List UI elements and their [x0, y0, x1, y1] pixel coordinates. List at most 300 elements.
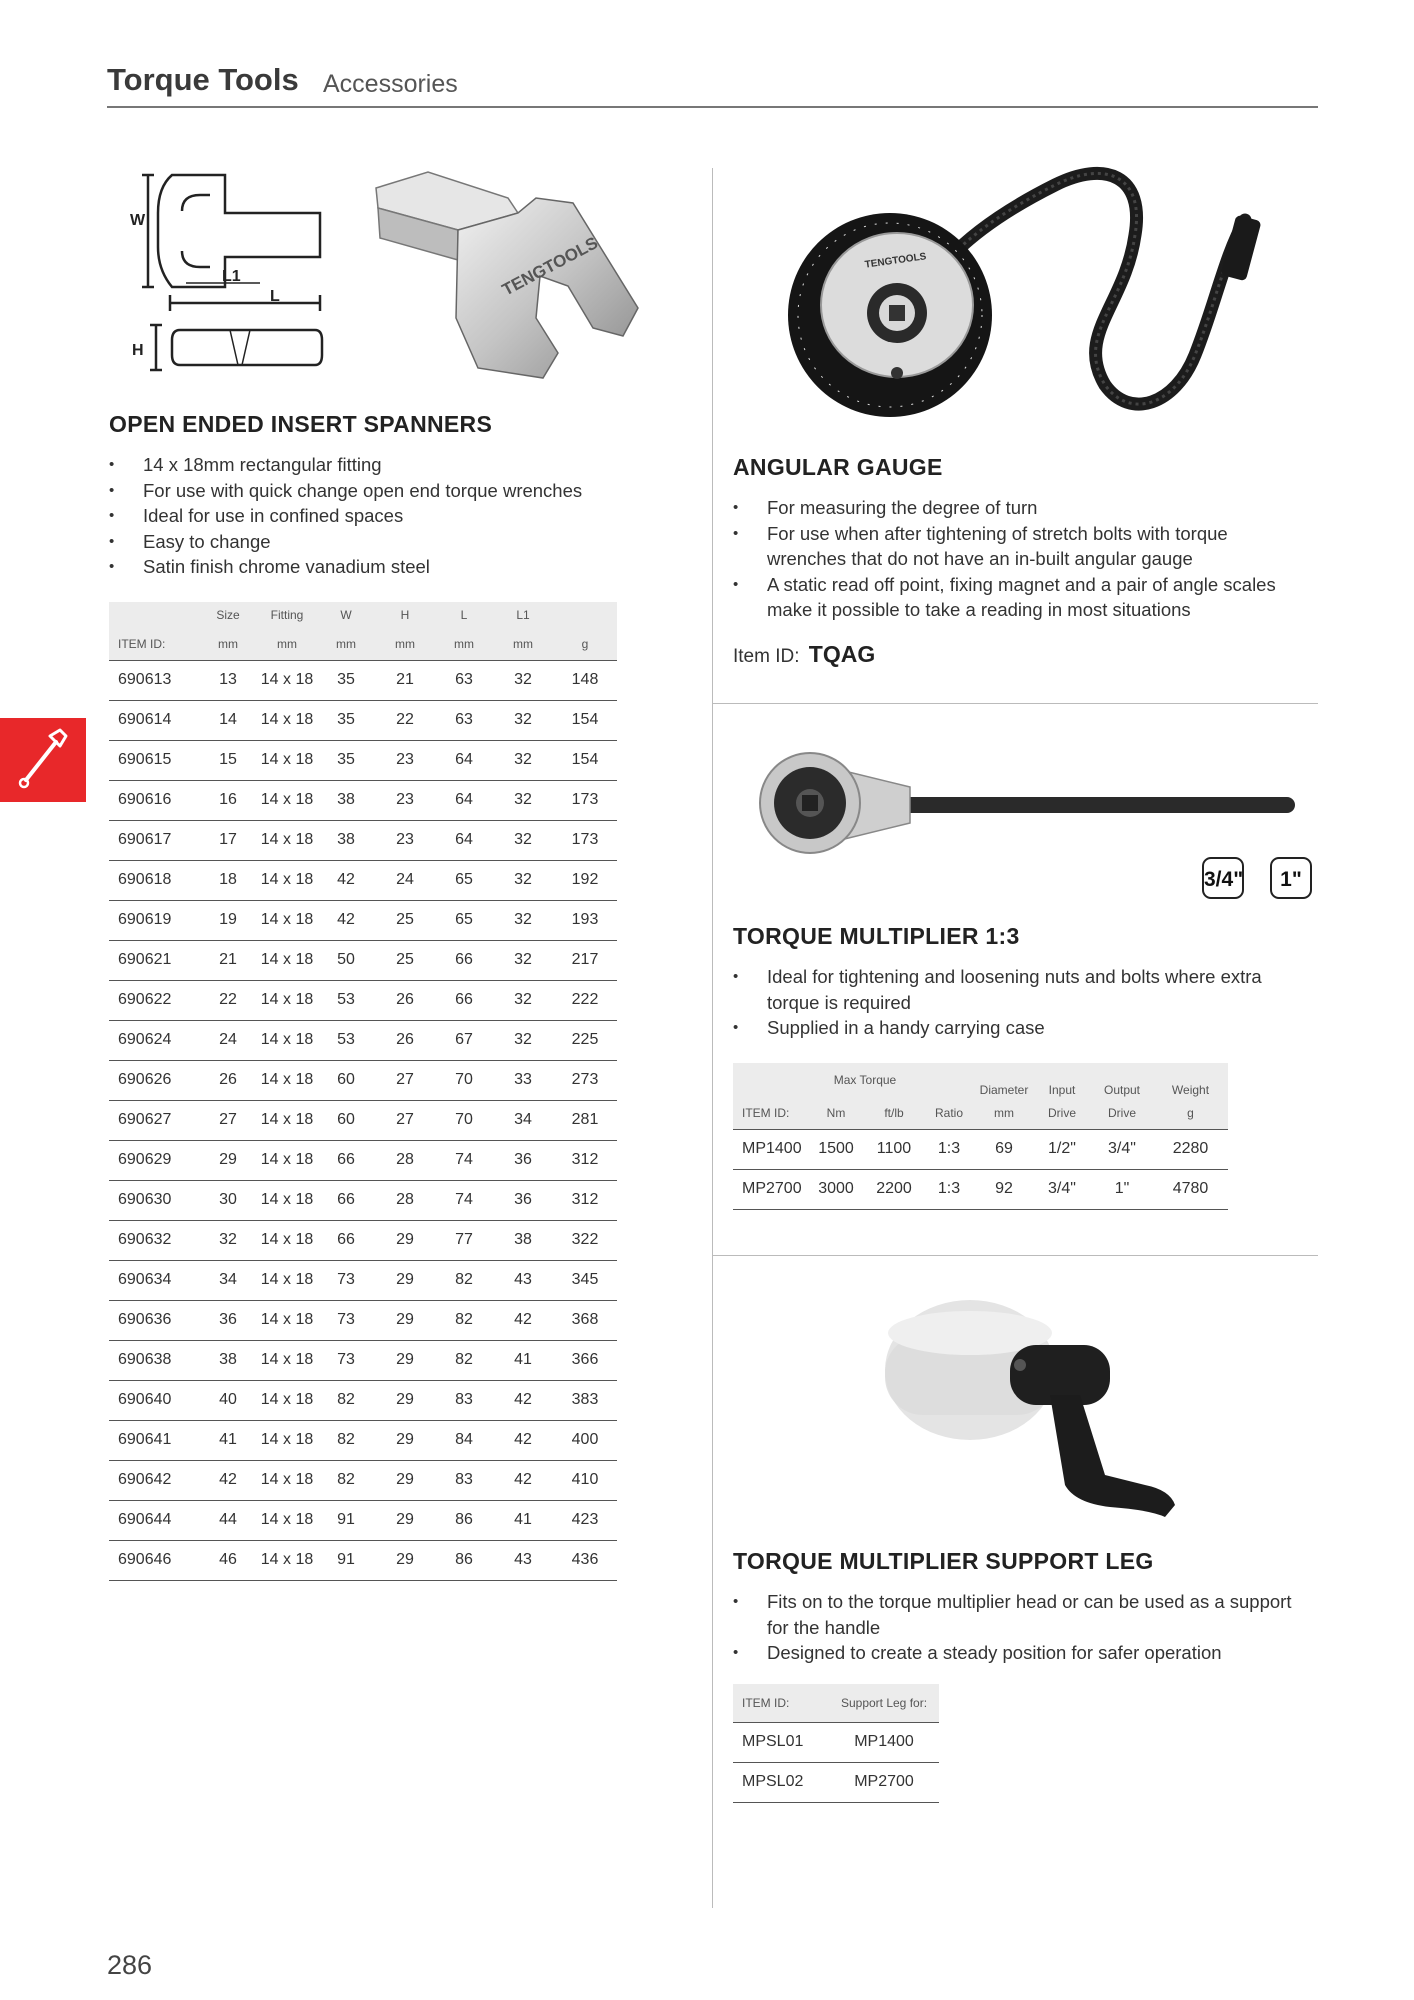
gauge-brand-text: TENGTOOLS — [864, 251, 928, 271]
table-cell: 86 — [455, 1511, 473, 1528]
table-cell: 38 — [337, 791, 355, 808]
table-cell: MPSL02 — [742, 1773, 804, 1790]
table-cell: MP1400 — [742, 1140, 802, 1157]
table-row — [109, 900, 617, 940]
angular-gauge-photo — [785, 165, 1275, 420]
table-header-cell: g — [581, 636, 589, 651]
table-cell: 46 — [219, 1551, 237, 1568]
table-header-cell: Drive — [1107, 1105, 1136, 1120]
list-item: • Fits on to the torque multiplier head or can be used as a support for the handle — [733, 1589, 1303, 1640]
table-header-cell: ITEM ID: — [742, 1695, 790, 1710]
table-cell: 32 — [219, 1231, 237, 1248]
table-cell: 41 — [514, 1511, 532, 1528]
table-row — [109, 1060, 617, 1100]
table-cell: 35 — [337, 711, 355, 728]
table-cell: 14 x 18 — [260, 1231, 314, 1248]
table-header-cell: L1 — [516, 608, 530, 622]
table-cell: 322 — [571, 1231, 599, 1248]
table-cell: 436 — [571, 1551, 599, 1568]
table-header-cell: mm — [277, 636, 297, 651]
table-cell: 690644 — [118, 1511, 172, 1528]
table-row — [733, 1169, 1228, 1209]
table-cell: 154 — [571, 711, 599, 728]
table-cell: 14 x 18 — [260, 1111, 314, 1128]
table-cell: 690619 — [118, 911, 172, 928]
table-cell: 13 — [219, 671, 237, 688]
table-cell: 26 — [219, 1071, 237, 1088]
table-cell: 73 — [337, 1351, 355, 1368]
table-row — [109, 740, 617, 780]
table-cell: 44 — [219, 1511, 237, 1528]
table-header-cell — [553, 602, 617, 628]
section-tab — [0, 718, 86, 802]
table-cell: 3/4" — [1048, 1180, 1076, 1197]
table-cell: 24 — [396, 871, 414, 888]
table-cell: 366 — [571, 1351, 599, 1368]
table-header-cell: mm — [994, 1105, 1014, 1120]
spanners-bullets — [109, 452, 582, 580]
list-item: • For use with quick change open end torque wrenches — [109, 478, 582, 504]
table-cell: 14 x 18 — [260, 1151, 314, 1168]
table-cell: 16 — [219, 791, 237, 808]
table-cell: 42 — [219, 1471, 237, 1488]
table-cell: 14 x 18 — [260, 951, 314, 968]
table-cell: 42 — [514, 1471, 532, 1488]
table-cell: 192 — [571, 871, 599, 888]
table-cell: 17 — [219, 831, 237, 848]
table-row — [109, 1220, 617, 1260]
list-item: • A static read off point, fixing magnet and a pair of angle scales make it possible to take a reading in most situations — [733, 572, 1303, 623]
table-row — [109, 1540, 617, 1580]
table-header-cell: Nm — [826, 1105, 846, 1120]
table-cell: 14 x 18 — [260, 1031, 314, 1048]
table-cell: 42 — [337, 871, 355, 888]
table-cell: 225 — [571, 1031, 599, 1048]
table-header-cell: H — [400, 608, 410, 622]
table-cell: 35 — [337, 671, 355, 688]
table-cell: 24 — [219, 1031, 237, 1048]
spanner-dimension-diagram — [130, 165, 330, 380]
table-cell: 86 — [455, 1551, 473, 1568]
table-header-cell: mm — [513, 636, 533, 651]
table-cell: 14 x 18 — [260, 671, 314, 688]
torque-multiplier-photo — [750, 745, 1305, 860]
table-cell: 173 — [571, 791, 599, 808]
table-cell: 67 — [455, 1031, 473, 1048]
table-row — [109, 940, 617, 980]
table-cell: 1" — [1114, 1180, 1130, 1197]
table-cell: 690614 — [118, 711, 172, 728]
table-cell: 690636 — [118, 1311, 172, 1328]
table-cell: 82 — [455, 1351, 473, 1368]
table-cell: 65 — [455, 911, 473, 928]
table-cell: 32 — [514, 991, 532, 1008]
table-cell: 29 — [396, 1351, 414, 1368]
table-cell: 42 — [514, 1431, 532, 1448]
list-item: • 14 x 18mm rectangular fitting — [109, 452, 582, 478]
table-cell: 23 — [396, 831, 414, 848]
table-cell: 14 x 18 — [260, 1271, 314, 1288]
table-row — [109, 1260, 617, 1300]
table-cell: 690626 — [118, 1071, 172, 1088]
table-header-cell: Input — [1048, 1083, 1076, 1097]
table-cell: 273 — [571, 1071, 599, 1088]
table-cell: 35 — [337, 751, 355, 768]
table-cell: 222 — [571, 991, 599, 1008]
dim-label-w: W — [130, 212, 146, 229]
table-cell: 42 — [514, 1391, 532, 1408]
spanners-spec-table — [109, 602, 617, 1581]
multiplier-bullets — [733, 964, 1303, 1041]
table-cell: 32 — [514, 751, 532, 768]
table-row — [109, 860, 617, 900]
table-cell: 14 x 18 — [260, 871, 314, 888]
table-cell: 690641 — [118, 1431, 172, 1448]
table-cell: 690618 — [118, 871, 172, 888]
table-cell: 38 — [514, 1231, 532, 1248]
table-cell: 217 — [571, 951, 599, 968]
table-header-cell: mm — [454, 636, 474, 651]
table-cell: 70 — [455, 1111, 473, 1128]
table-cell: 29 — [396, 1231, 414, 1248]
table-cell: MP2700 — [854, 1773, 914, 1790]
table-cell: 29 — [396, 1551, 414, 1568]
table-cell: 2200 — [876, 1180, 912, 1197]
table-header-cell: Weight — [1171, 1083, 1210, 1097]
table-cell: 82 — [337, 1391, 355, 1408]
table-header-cell: Output — [1103, 1083, 1141, 1097]
table-row — [109, 660, 617, 700]
table-cell: 690630 — [118, 1191, 172, 1208]
table-cell: 36 — [514, 1191, 532, 1208]
table-cell: 41 — [514, 1351, 532, 1368]
table-cell: 383 — [571, 1391, 599, 1408]
table-cell: 91 — [337, 1551, 355, 1568]
table-cell: 66 — [337, 1191, 355, 1208]
table-cell: 33 — [514, 1071, 532, 1088]
table-cell: 27 — [219, 1111, 237, 1128]
table-cell: 32 — [514, 1031, 532, 1048]
table-cell: 65 — [455, 871, 473, 888]
spanners-table-body — [109, 660, 617, 1580]
table-cell: MP1400 — [854, 1733, 914, 1750]
list-item: • Ideal for use in confined spaces — [109, 503, 582, 529]
table-cell: 26 — [396, 991, 414, 1008]
list-item: • Easy to change — [109, 529, 582, 555]
table-cell: 66 — [455, 951, 473, 968]
multiplier-table-body — [733, 1129, 1228, 1209]
table-row — [109, 980, 617, 1020]
section-divider — [713, 703, 1318, 704]
table-cell: 19 — [219, 911, 237, 928]
support-leg-title: TORQUE MULTIPLIER SUPPORT LEG — [733, 1548, 1154, 1574]
page-title: Torque Tools — [107, 62, 299, 97]
table-row — [109, 700, 617, 740]
table-header-cell: Ratio — [934, 1105, 963, 1120]
table-cell: 690632 — [118, 1231, 172, 1248]
table-row — [109, 1100, 617, 1140]
table-cell: 29 — [396, 1511, 414, 1528]
table-cell: 43 — [514, 1551, 532, 1568]
table-cell: 423 — [571, 1511, 599, 1528]
drive-size-badge-1: 1" — [1270, 857, 1312, 899]
table-cell: MPSL01 — [742, 1733, 804, 1750]
table-header-cell: mm — [218, 636, 238, 651]
table-cell: 28 — [396, 1191, 414, 1208]
table-cell: 66 — [337, 1231, 355, 1248]
table-header-cell: L — [460, 608, 468, 622]
table-cell: 14 — [219, 711, 237, 728]
table-row — [109, 1140, 617, 1180]
table-cell: 14 x 18 — [260, 1511, 314, 1528]
table-cell: 14 x 18 — [260, 1351, 314, 1368]
table-cell: 36 — [219, 1311, 237, 1328]
table-cell: 64 — [455, 831, 473, 848]
page-subtitle: Accessories — [323, 70, 458, 98]
table-cell: 14 x 18 — [260, 1191, 314, 1208]
table-cell: 28 — [396, 1151, 414, 1168]
table-cell: 82 — [455, 1311, 473, 1328]
table-cell: 14 x 18 — [260, 711, 314, 728]
spanner-brand-text: TENGTOOLS — [498, 233, 602, 300]
table-cell: 84 — [455, 1431, 473, 1448]
table-cell: 23 — [396, 751, 414, 768]
spanners-title: OPEN ENDED INSERT SPANNERS — [109, 411, 493, 437]
table-cell: 690621 — [118, 951, 172, 968]
multiplier-spec-table — [733, 1063, 1228, 1210]
table-cell: 193 — [571, 911, 599, 928]
table-cell: 690634 — [118, 1271, 172, 1288]
support-leg-photo — [870, 1295, 1190, 1525]
table-cell: 66 — [455, 991, 473, 1008]
table-cell: 3000 — [818, 1180, 854, 1197]
table-cell: 63 — [455, 671, 473, 688]
table-cell: 14 x 18 — [260, 1551, 314, 1568]
table-cell: 1500 — [818, 1140, 854, 1157]
table-cell: 38 — [337, 831, 355, 848]
table-header-cell: Diameter — [979, 1083, 1029, 1097]
table-cell: 40 — [219, 1391, 237, 1408]
table-cell: 32 — [514, 951, 532, 968]
table-cell: 690613 — [118, 671, 172, 688]
table-header-cell: Support Leg for: — [840, 1695, 928, 1710]
table-header-cell — [923, 1063, 975, 1097]
table-cell: 74 — [455, 1191, 473, 1208]
table-cell: 91 — [337, 1511, 355, 1528]
table-row — [109, 1460, 617, 1500]
table-cell: 29 — [396, 1311, 414, 1328]
header-rule — [107, 106, 1318, 108]
table-cell: 92 — [995, 1180, 1013, 1197]
table-cell: 77 — [455, 1231, 473, 1248]
table-cell: 82 — [337, 1431, 355, 1448]
table-cell: 82 — [455, 1271, 473, 1288]
table-cell: 82 — [337, 1471, 355, 1488]
table-cell: 21 — [396, 671, 414, 688]
table-header-cell: Max Torque — [833, 1073, 897, 1087]
gauge-item-id-row — [733, 641, 875, 668]
table-cell: 25 — [396, 951, 414, 968]
table-header-cell: g — [1187, 1105, 1194, 1120]
table-cell: 60 — [337, 1071, 355, 1088]
table-cell: MP2700 — [742, 1180, 802, 1197]
table-cell: 14 x 18 — [260, 1071, 314, 1088]
table-cell: 14 x 18 — [260, 791, 314, 808]
table-row — [109, 780, 617, 820]
table-row — [109, 1020, 617, 1060]
table-row — [733, 1762, 939, 1802]
gauge-title: ANGULAR GAUGE — [733, 454, 943, 480]
table-cell: 29 — [396, 1471, 414, 1488]
table-header-cell — [733, 1063, 807, 1097]
table-header-cell: Drive — [1047, 1105, 1076, 1120]
list-item: • Designed to create a steady position for safer operation — [733, 1640, 1303, 1666]
table-header-cell: mm — [395, 636, 415, 651]
table-cell: 32 — [514, 831, 532, 848]
table-cell: 1:3 — [937, 1140, 961, 1157]
table-cell: 18 — [219, 871, 237, 888]
table-cell: 2280 — [1172, 1140, 1209, 1157]
table-cell: 30 — [219, 1191, 237, 1208]
list-item: • For use when after tightening of stretch bolts with torque wrenches that do not have an in-built angular gauge — [733, 521, 1303, 572]
table-cell: 50 — [337, 951, 355, 968]
table-cell: 27 — [396, 1071, 414, 1088]
table-row — [109, 1500, 617, 1540]
table-cell: 14 x 18 — [260, 911, 314, 928]
table-cell: 29 — [396, 1431, 414, 1448]
table-header-cell: mm — [336, 636, 356, 651]
table-cell: 14 x 18 — [260, 991, 314, 1008]
table-cell: 64 — [455, 791, 473, 808]
table-cell: 63 — [455, 711, 473, 728]
table-cell: 4780 — [1172, 1180, 1209, 1197]
table-cell: 21 — [219, 951, 237, 968]
table-cell: 690622 — [118, 991, 172, 1008]
table-cell: 83 — [455, 1471, 473, 1488]
table-cell: 32 — [514, 791, 532, 808]
list-item: • For measuring the degree of turn — [733, 495, 1303, 521]
table-cell: 690615 — [118, 751, 172, 768]
table-cell: 66 — [337, 1151, 355, 1168]
table-row — [109, 820, 617, 860]
item-id-value: TQAG — [808, 641, 876, 667]
table-header-cell — [109, 602, 199, 628]
table-cell: 1:3 — [937, 1180, 961, 1197]
table-cell: 34 — [514, 1111, 532, 1128]
dim-label-h: H — [132, 342, 144, 359]
table-cell: 29 — [396, 1271, 414, 1288]
table-cell: 690640 — [118, 1391, 172, 1408]
table-row — [733, 1722, 939, 1762]
table-cell: 42 — [514, 1311, 532, 1328]
table-cell: 23 — [396, 791, 414, 808]
table-cell: 173 — [571, 831, 599, 848]
table-row — [109, 1380, 617, 1420]
table-row — [109, 1420, 617, 1460]
table-cell: 14 x 18 — [260, 831, 314, 848]
table-cell: 14 x 18 — [260, 1391, 314, 1408]
table-cell: 410 — [571, 1471, 599, 1488]
table-cell: 690616 — [118, 791, 172, 808]
gauge-bullets — [733, 495, 1303, 623]
table-header-cell: Size — [216, 608, 240, 622]
table-header-cell: ITEM ID: — [742, 1105, 790, 1120]
table-row — [109, 1180, 617, 1220]
table-cell: 14 x 18 — [260, 1311, 314, 1328]
table-header-cell: Fitting — [270, 608, 304, 622]
support-leg-table — [733, 1684, 939, 1803]
table-cell: 22 — [396, 711, 414, 728]
table-cell: 14 x 18 — [260, 1471, 314, 1488]
table-cell: 34 — [219, 1271, 237, 1288]
table-cell: 690627 — [118, 1111, 172, 1128]
support-leg-table-body — [733, 1722, 939, 1802]
table-cell: 41 — [219, 1431, 237, 1448]
table-cell: 42 — [337, 911, 355, 928]
table-cell: 26 — [396, 1031, 414, 1048]
table-cell: 43 — [514, 1271, 532, 1288]
table-cell: 14 x 18 — [260, 1431, 314, 1448]
list-item: • Satin finish chrome vanadium steel — [109, 554, 582, 580]
table-row — [109, 1300, 617, 1340]
table-cell: 25 — [396, 911, 414, 928]
table-cell: 29 — [219, 1151, 237, 1168]
table-cell: 345 — [571, 1271, 599, 1288]
table-cell: 32 — [514, 911, 532, 928]
table-cell: 154 — [571, 751, 599, 768]
table-cell: 14 x 18 — [260, 751, 314, 768]
table-cell: 60 — [337, 1111, 355, 1128]
table-row — [733, 1129, 1228, 1169]
table-cell: 3/4" — [1108, 1140, 1136, 1157]
table-cell: 690629 — [118, 1151, 172, 1168]
table-cell: 15 — [219, 751, 237, 768]
table-cell: 53 — [337, 991, 355, 1008]
table-cell: 83 — [455, 1391, 473, 1408]
table-cell: 32 — [514, 671, 532, 688]
table-cell: 400 — [571, 1431, 599, 1448]
table-header-cell: ft/lb — [884, 1105, 904, 1120]
table-cell: 312 — [571, 1151, 599, 1168]
table-cell: 148 — [571, 671, 599, 688]
table-cell: 312 — [571, 1191, 599, 1208]
table-cell: 368 — [571, 1311, 599, 1328]
section-divider — [713, 1255, 1318, 1256]
item-id-label: Item ID: — [733, 646, 800, 667]
support-leg-bullets — [733, 1589, 1303, 1666]
table-cell: 690646 — [118, 1551, 172, 1568]
column-divider — [712, 168, 713, 1908]
list-item: • Supplied in a handy carrying case — [733, 1015, 1303, 1041]
table-cell: 690624 — [118, 1031, 172, 1048]
table-cell: 1/2" — [1048, 1140, 1076, 1157]
wrench-icon — [0, 718, 86, 802]
table-cell: 32 — [514, 871, 532, 888]
table-cell: 1100 — [876, 1140, 912, 1157]
dim-label-l: L — [270, 288, 280, 305]
table-cell: 73 — [337, 1271, 355, 1288]
dim-label-l1: L1 — [222, 268, 241, 285]
drive-size-badge-3-4: 3/4" — [1202, 857, 1244, 899]
table-cell: 53 — [337, 1031, 355, 1048]
table-cell: 281 — [571, 1111, 599, 1128]
open-ended-spanner-photo — [368, 168, 648, 383]
table-header-cell: W — [340, 608, 352, 622]
table-cell: 64 — [455, 751, 473, 768]
table-cell: 22 — [219, 991, 237, 1008]
table-cell: 27 — [396, 1111, 414, 1128]
table-cell: 36 — [514, 1151, 532, 1168]
